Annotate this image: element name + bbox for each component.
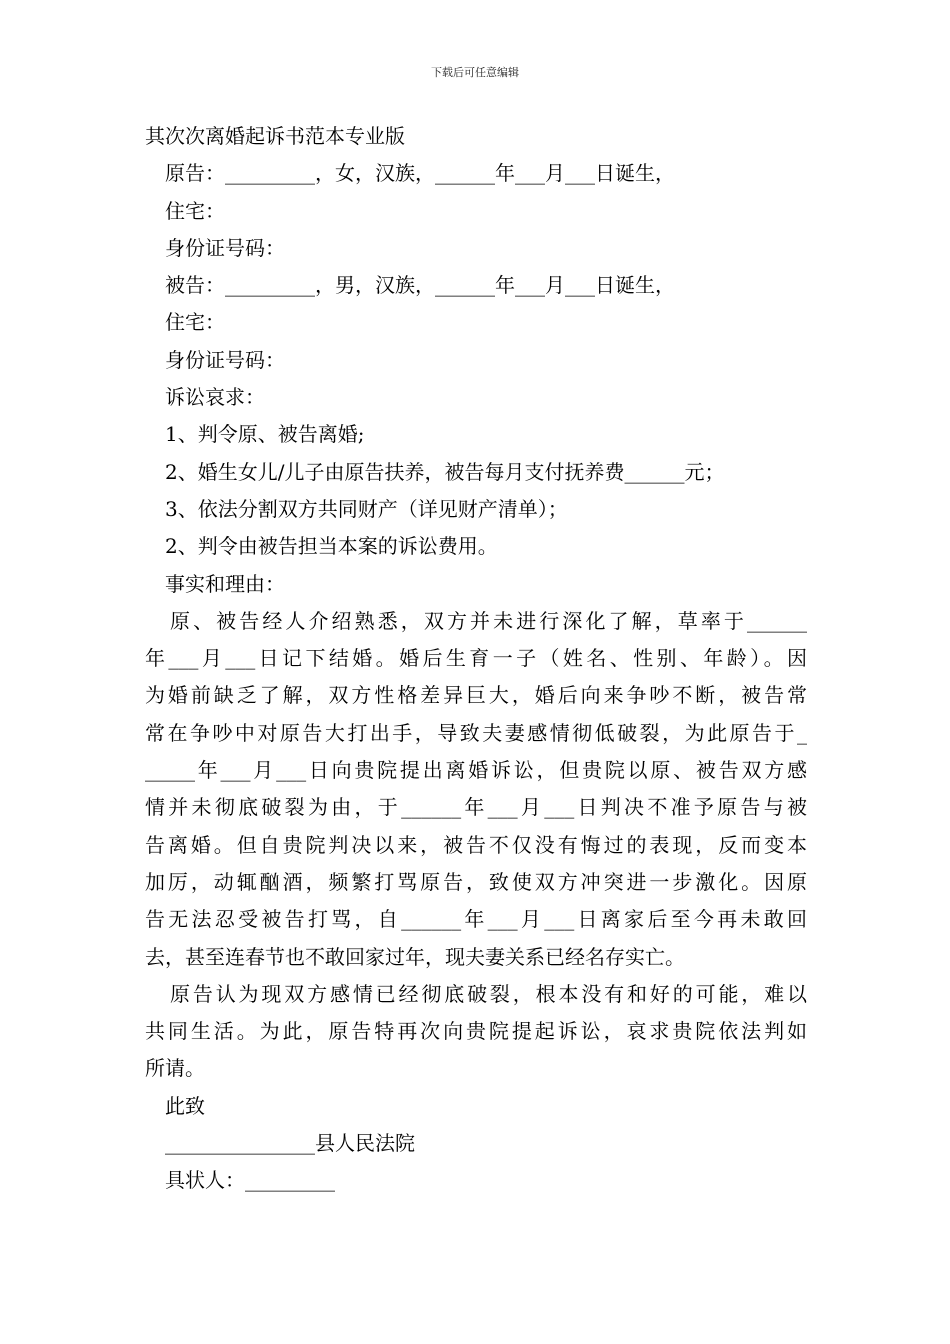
plaintiff-address: 住宅： — [165, 198, 225, 223]
facts-paragraph-line: 情并未彻底破裂为由，于______年___月___日判决不准予原告与被 — [145, 795, 807, 820]
plaintiff-id: 身份证号码： — [165, 235, 285, 260]
facts-paragraph-line: 加厉，动辄酗酒，频繁打骂原告，致使双方冲突进一步激化。因原 — [145, 869, 807, 894]
document-title: 其次次离婚起诉书范本专业版 — [145, 124, 405, 148]
facts-heading: 事实和理由： — [165, 571, 285, 596]
conclusion-paragraph-line: 原告认为现双方感情已经彻底破裂，根本没有和好的可能，难以 — [170, 981, 807, 1006]
claim-item: 2、婚生女儿/儿子由原告扶养，被告每月支付抚养费______元； — [165, 459, 725, 484]
plaintiff-line: 原告：_________，女，汉族，______年___月___日诞生， — [165, 161, 675, 186]
facts-paragraph-line: 年___月___日记下结婚。婚后生育一子（姓名、性别、年龄）。因 — [145, 646, 807, 671]
court-name: _______________县人民法院 — [165, 1131, 415, 1156]
defendant-id: 身份证号码： — [165, 347, 285, 372]
document-body — [145, 118, 807, 1200]
conclusion-paragraph-line: 共同生活。为此，原告特再次向贵院提起诉讼，哀求贵院依法判如 — [145, 1019, 807, 1044]
facts-paragraph-line: _____年___月___日向贵院提出离婚诉讼，但贵院以原、被告双方感 — [145, 758, 807, 783]
facts-paragraph-line: 为婚前缺乏了解，双方性格差异巨大，婚后向来争吵不断，被告常 — [145, 683, 807, 708]
facts-paragraph-line: 原、被告经人介绍熟悉，双方并未进行深化了解，草率于______ — [170, 608, 807, 633]
claim-item: 2、判令由被告担当本案的诉讼费用。 — [165, 534, 498, 559]
defendant-line: 被告：_________，男，汉族，______年___月___日诞生， — [165, 273, 675, 298]
conclusion-paragraph-line: 所请。 — [145, 1056, 205, 1081]
facts-paragraph-line: 告无法忍受被告打骂，自______年___月___日离家后至今再未敢回 — [145, 907, 807, 932]
signer-line: 具状人：_________ — [165, 1168, 335, 1193]
defendant-address: 住宅： — [165, 310, 225, 335]
claim-item: 1、判令原、被告离婚; — [165, 422, 365, 447]
page-header: 下载后可任意编辑 — [431, 66, 519, 79]
facts-paragraph-line: 去，甚至连春节也不敢回家过年，现夫妻关系已经名存实亡。 — [145, 944, 685, 969]
claim-item: 3、依法分割双方共同财产（详见财产清单）； — [165, 496, 568, 521]
salutation: 此致 — [165, 1093, 205, 1118]
facts-paragraph-line: 常在争吵中对原告大打出手，导致夫妻感情彻低破裂，为此原告于_ — [145, 720, 807, 745]
claims-heading: 诉讼哀求： — [165, 385, 265, 410]
facts-paragraph-line: 告离婚。但自贵院判决以来，被告不仅没有悔过的表现，反而变本 — [145, 832, 807, 857]
